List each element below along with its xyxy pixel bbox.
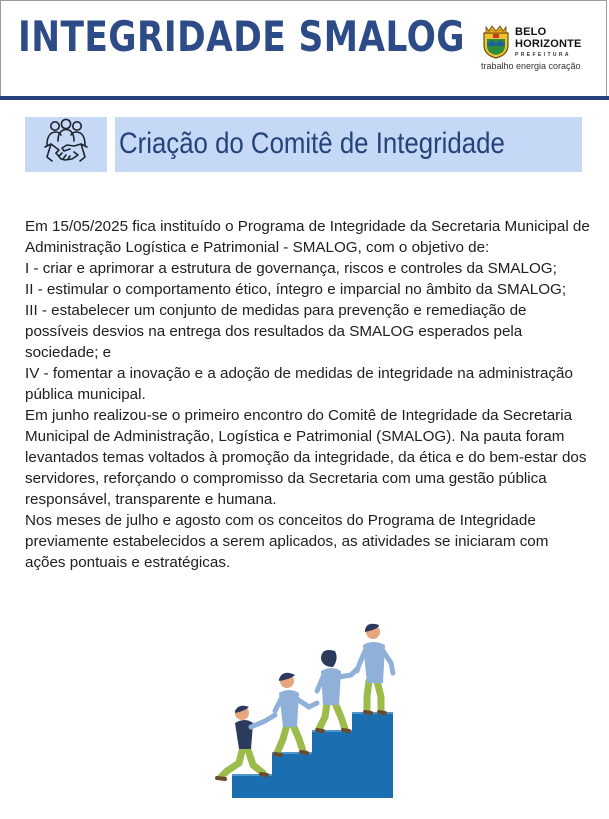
logo-line-horizonte: HORIZONTE bbox=[515, 38, 582, 50]
climber-4 bbox=[357, 624, 393, 713]
logo-line-belo: BELO bbox=[515, 26, 547, 38]
section-title-box bbox=[115, 117, 582, 172]
logo-tagline: trabalho energia coração bbox=[481, 61, 581, 71]
handshake-people-icon bbox=[25, 117, 107, 172]
meeting-paragraph: Em junho realizou-se o primeiro encontro do Comitê de Integridade da Secretaria Municipal de Administração, Logística e Patrimonial (SMALOG). Na pauta foram levantados temas voltados à promoção da integridade, da ética e do bem-estar dos servidores, reforçando o compromisso da Secretaria com uma gestão pública responsável, transparente e humana. bbox=[25, 407, 587, 508]
belo-horizonte-logo bbox=[481, 25, 601, 75]
city-crest-icon bbox=[481, 25, 511, 59]
page-title: INTEGRIDADE SMALOG bbox=[18, 12, 465, 61]
people-climbing-stairs-icon bbox=[195, 615, 405, 805]
activities-paragraph: Nos meses de julho e agosto com os conceitos do Programa de Integridade previamente estabelecidos a serem aplicados, as atividades se iniciaram com ações pontuais e estratégicas. bbox=[25, 512, 549, 571]
objective-i: I - criar e aprimorar a estrutura de governança, riscos e controles da SMALOG; bbox=[25, 260, 557, 277]
body-text bbox=[25, 216, 591, 573]
climber-1 bbox=[217, 706, 275, 779]
logo-prefeitura: PREFEITURA bbox=[515, 52, 571, 58]
climber-2 bbox=[275, 673, 317, 755]
section-icon-box bbox=[25, 117, 107, 172]
climber-3 bbox=[317, 650, 357, 731]
intro-paragraph: Em 15/05/2025 fica instituído o Programa de Integridade da Secretaria Municipal de Administração Logística e Patrimonial - SMALOG, com o objetivo de: bbox=[25, 218, 590, 256]
header-divider bbox=[0, 96, 609, 100]
objective-ii: II - estimular o comportamento ético, íntegro e imparcial no âmbito da SMALOG; bbox=[25, 281, 567, 298]
page-header bbox=[0, 0, 607, 97]
objective-iii: III - estabelecer um conjunto de medidas para prevenção e remediação de possíveis desvios na entrega dos resultados da SMALOG esperados pela sociedade; e bbox=[25, 302, 527, 361]
section-title: Criação do Comitê de Integridade bbox=[119, 127, 505, 160]
objective-iv: IV - fomentar a inovação e a adoção de medidas de integridade na administração pública municipal. bbox=[25, 365, 573, 403]
